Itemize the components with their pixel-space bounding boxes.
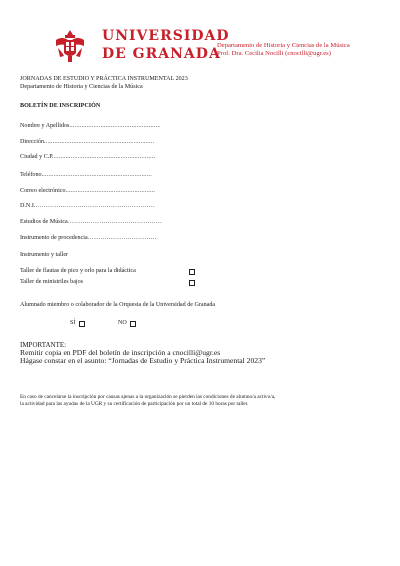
field-phone-line[interactable]: ................................................................ xyxy=(41,172,152,178)
workshop-ministriles-checkbox[interactable] xyxy=(189,280,195,286)
field-dni-line[interactable]: ………………………………………………… xyxy=(35,203,155,209)
important-title: IMPORTANTE: xyxy=(20,341,67,349)
cancellation-note-line2: la actividad para las ayudas de la UGR y su certificación de participación por un total de 10 horas por taller. xyxy=(20,401,249,407)
form-heading: BOLETÍN DE INSCRIPCIÓN xyxy=(20,103,101,109)
field-instrument-label: Instrumento de procedencia xyxy=(20,235,88,241)
university-name-line2: DE GRANADA xyxy=(102,46,221,62)
university-logo xyxy=(50,26,230,66)
field-music-studies[interactable] xyxy=(20,219,162,225)
department-info xyxy=(217,42,350,59)
workshop-option-recorder: Taller de flautas de pico y orlo para la didáctica xyxy=(20,268,136,274)
university-name-line1: UNIVERSIDAD xyxy=(102,28,230,44)
field-dni[interactable] xyxy=(20,203,155,209)
university-seal-icon xyxy=(50,26,90,66)
field-name[interactable] xyxy=(20,123,161,129)
field-name-label: Nombre y Apellidos xyxy=(20,123,70,129)
no-checkbox[interactable] xyxy=(130,321,136,327)
field-instrument[interactable] xyxy=(20,235,157,241)
professor-contact: Prof. Dra. Cecilia Nocilli (cnocilli@ugr.es) xyxy=(217,50,331,58)
field-music-studies-line[interactable]: ……………………………………… xyxy=(67,219,163,225)
field-city[interactable] xyxy=(20,154,155,160)
field-city-label: Ciudad y C.P. xyxy=(20,154,54,160)
field-instrument-line[interactable]: …………………………… xyxy=(87,235,157,241)
event-department: Departamento de Historia y Ciencias de la Música xyxy=(20,84,143,90)
field-email-line[interactable]: .................................................... xyxy=(65,188,156,194)
orchestra-question: Alumnado miembro o colaborador de la Orquesta de la Universidad de Granada xyxy=(20,302,216,308)
field-email[interactable] xyxy=(20,188,155,194)
field-address[interactable] xyxy=(20,139,154,145)
field-phone-label: Teléfono xyxy=(20,172,42,178)
important-instruction-subject: Hágase constar en el asunto: “Jornadas de Estudio y Práctica Instrumental 2023” xyxy=(20,356,266,366)
field-music-studies-label: Estudios de Música xyxy=(20,219,68,225)
field-phone[interactable] xyxy=(20,172,152,178)
field-address-label: Dirección xyxy=(20,139,45,145)
cancellation-note xyxy=(20,394,275,408)
event-title: JORNADAS DE ESTUDIO Y PRÁCTICA INSTRUMENTAL 2023 xyxy=(20,76,188,82)
important-instruction-send: Remitir copia en PDF del boletín de inscripción a cnocilli@ugr.es xyxy=(20,348,221,358)
field-city-line[interactable]: ........................................................... xyxy=(53,154,156,160)
department-name: Departamento de Historia y Ciencias de la Música xyxy=(217,42,350,49)
field-dni-label: D.N.I. xyxy=(20,203,36,209)
no-option-label: NO xyxy=(118,320,127,326)
workshop-recorder-checkbox[interactable] xyxy=(189,269,195,275)
field-name-line[interactable]: ..................................................... xyxy=(69,123,161,129)
workshop-option-ministriles: Taller de ministriles bajos xyxy=(20,279,84,285)
workshop-section-label: Instrumento y taller xyxy=(20,252,69,258)
important-section xyxy=(20,341,265,366)
cancellation-note-line1: En caso de cancelarse la inscripción por causas ajenas a la organización se pierden las condiciones de alumno/a activo/a, xyxy=(20,394,276,400)
field-email-label: Correo electrónico xyxy=(20,188,66,194)
yes-checkbox[interactable] xyxy=(79,321,85,327)
field-address-line[interactable]: ................................................................ xyxy=(44,139,155,145)
yes-option-label: SÍ xyxy=(70,320,76,326)
